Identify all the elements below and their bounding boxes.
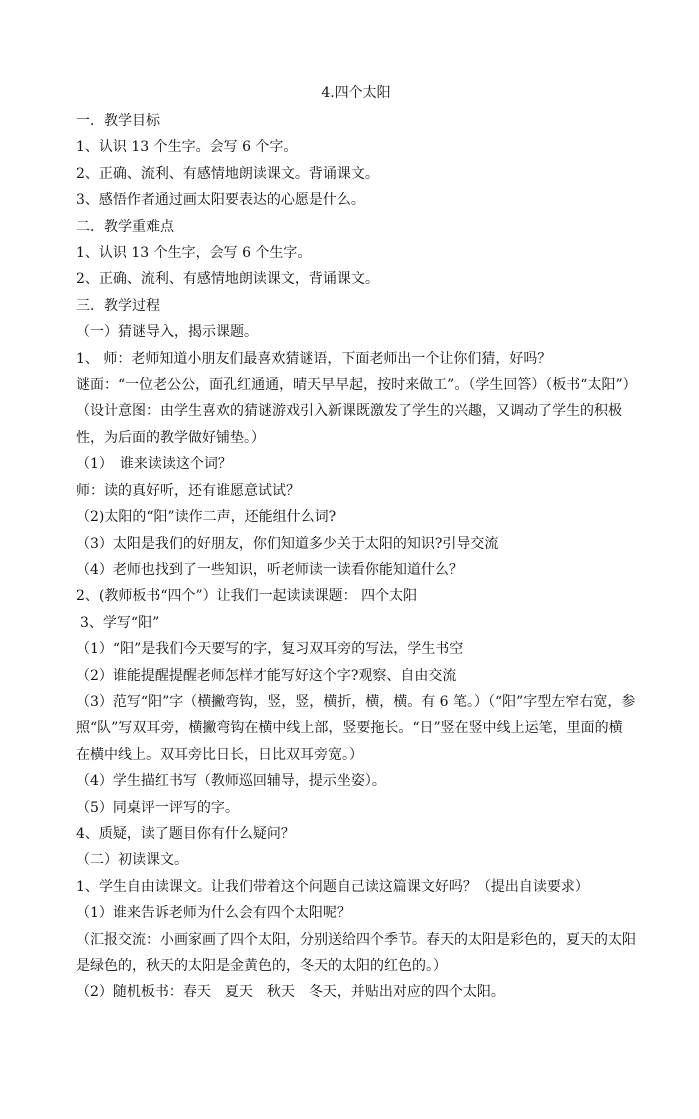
key-point-item: 1、认识 13 个生字，会写 6 个生字。 xyxy=(76,245,312,262)
document-title: 4.四个太阳 xyxy=(321,85,391,101)
objective-item: 1、认识 13 个生字。会写 6 个字。 xyxy=(76,139,298,156)
paragraph: （汇报交流：小画家画了四个太阳，分别送给四个季节。春天的太阳是彩色的，夏天的太阳是绿色的，秋天的太阳是金黄色的，冬天的太阳的红色的。） xyxy=(76,931,636,974)
section-heading-key-points: 二．教学重难点 xyxy=(76,218,174,235)
paragraph: （1）谁来告诉老师为什么会有四个太阳呢？ xyxy=(76,905,351,922)
paragraph: （3）范写“阳”字（横撇弯钩，竖，竖，横折，横，横。有 6 笔。）（“阳”字型左窄右宽，参照“队”写双耳旁，横撇弯钩在横中线上部，竖要拖长。“日”竖在竖中线上运笔，里面的横在横中线上。双耳旁比日长，日比双耳旁宽。） xyxy=(76,693,636,763)
paragraph: 3、学写“阳” xyxy=(80,614,160,631)
document-page xyxy=(76,80,636,1006)
paragraph: 1、 师：老师知道小朋友们最喜欢猜谜语，下面老师出一个让你们猜，好吗？ xyxy=(76,350,552,367)
paragraph: （2）随机板书：春天 夏天 秋天 冬天，并贴出对应的四个太阳。 xyxy=(76,984,505,1001)
key-point-item: 2、正确、流利、有感情地朗读课文，背诵课文。 xyxy=(76,271,379,288)
paragraph: 1、学生自由读课文。让我们带着这个问题自己读这篇课文好吗？（提出自读要求） xyxy=(76,878,589,895)
paragraph: （2)太阳的“阳”读作二声，还能组什么词? xyxy=(76,509,337,526)
paragraph: （1） 谁来读读这个词？ xyxy=(76,456,232,473)
subsection-heading: （一）猜谜导入，揭示课题。 xyxy=(76,324,258,341)
paragraph: （3）太阳是我们的好朋友，你们知道多少关于太阳的知识?引导交流 xyxy=(76,535,499,552)
paragraph: （2）谁能提醒提醒老师怎样才能写好这个字?观察、自由交流 xyxy=(76,667,457,684)
paragraph: 2、(教师板书“四个”）让我们一起读读课题： 四个太阳 xyxy=(76,588,418,605)
subsection-heading: （二）初读课文。 xyxy=(76,852,188,869)
section-heading-objectives: 一．教学目标 xyxy=(76,113,160,129)
paragraph: （设计意图：由学生喜欢的猜谜游戏引入新课既激发了学生的兴趣，又调动了学生的积极性，为后面的教学做好铺垫。） xyxy=(76,403,622,446)
paragraph: 师：读的真好听，还有谁愿意试试？ xyxy=(76,482,300,499)
objective-item: 3、感悟作者通过画太阳要表达的心愿是什么。 xyxy=(76,192,365,209)
objective-item: 2、正确、流利、有感情地朗读课文。背诵课文。 xyxy=(76,165,379,182)
paragraph: 4、质疑，读了题目你有什么疑问？ xyxy=(76,825,295,842)
section-heading-process: 三．教学过程 xyxy=(76,297,160,314)
paragraph: （4）学生描红书写（教师巡回辅导，提示坐姿）。 xyxy=(76,773,386,790)
paragraph: （5）同桌评一评写的字。 xyxy=(76,799,239,816)
paragraph: （4）老师也找到了一些知识，听老师读一读看你能知道什么？ xyxy=(76,561,463,578)
paragraph: 谜面：“一位老公公，面孔红通通，晴天早早起，按时来做工”。（学生回答）（板书“太阳”） xyxy=(76,377,637,394)
paragraph: （1）“阳”是我们今天要写的字，复习双耳旁的写法，学生书空 xyxy=(76,641,464,658)
